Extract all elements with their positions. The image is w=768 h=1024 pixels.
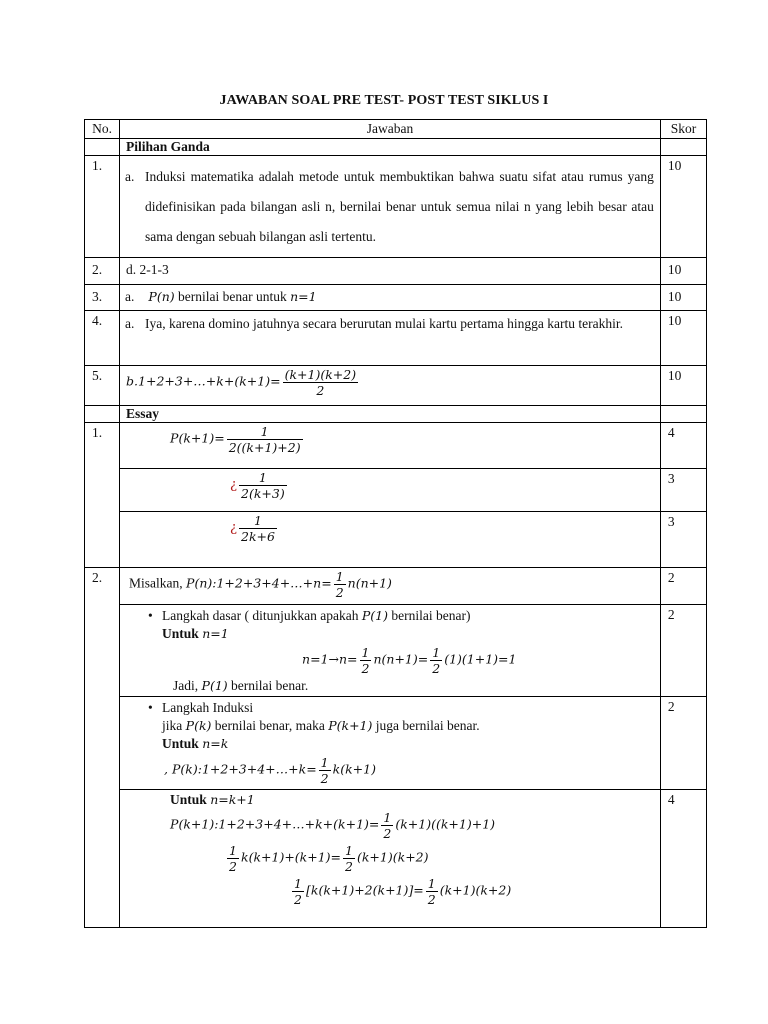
math-condition: n=1 <box>290 289 317 304</box>
answer-cell <box>120 311 661 366</box>
score-cell: 10 <box>660 156 706 258</box>
fraction: $\frac{1}{2}$ <box>229 843 237 874</box>
score-cell: 2 <box>660 568 706 605</box>
fraction: $\frac{1}{2}$ <box>361 645 370 676</box>
row-number: 2. <box>85 568 120 928</box>
math-expr: (k+1)(k+2) <box>439 882 512 898</box>
answer-text: Langkah dasar ( ditunjukkan apakah <box>162 608 359 623</box>
answer-table <box>84 119 707 928</box>
math-pk: P(k) <box>185 718 212 733</box>
fraction: $\frac{1}{2k+6}$ <box>241 513 275 544</box>
table-row <box>85 568 707 605</box>
math-condition: n=1 <box>202 626 229 641</box>
row-number: 5. <box>85 366 120 406</box>
answer-text: Jadi, <box>173 678 199 693</box>
math-p1: P(1) <box>361 608 388 623</box>
answer-cell <box>120 568 661 605</box>
option-label: a. <box>125 316 135 331</box>
math-expr: n(n+1)= <box>373 651 429 667</box>
math-rhs: n(n+1) <box>347 575 392 591</box>
answer-cell <box>120 285 661 311</box>
math-expr: , P(k):1+2+3+4+…+k= <box>164 761 317 777</box>
table-row <box>85 697 707 790</box>
table-row <box>85 285 707 311</box>
table-row <box>85 605 707 697</box>
section-label-essay: Essay <box>120 406 661 423</box>
answer-cell <box>120 512 661 568</box>
table-row <box>85 423 707 469</box>
section-row-essay <box>85 406 707 423</box>
fraction: $\frac{1}{2}$ <box>335 569 344 600</box>
answer-cell <box>120 156 661 258</box>
untuk-label: Untuk <box>170 792 207 807</box>
row-number: 3. <box>85 285 120 311</box>
document-title: JAWABAN SOAL PRE TEST- POST TEST SIKLUS I <box>219 93 549 108</box>
table-row <box>85 366 707 406</box>
table-row <box>85 156 707 258</box>
header-jawaban: Jawaban <box>120 120 661 139</box>
score-cell: 10 <box>660 285 706 311</box>
answer-text: bernilai benar) <box>391 608 471 623</box>
row-number: 1. <box>85 423 120 568</box>
fraction: $\frac{(k+1)(k+2)}{2}$ <box>284 367 357 398</box>
answer-text: juga bernilai benar. <box>375 718 480 733</box>
math-p1: P(1) <box>201 678 228 693</box>
answer-text: bernilai benar untuk <box>178 289 287 304</box>
fraction: $\frac{1}{2}$ <box>427 876 436 907</box>
fraction: $\frac{1}{2}$ <box>345 843 353 874</box>
table-row <box>85 311 707 366</box>
symbol: ¿ <box>230 520 238 536</box>
fraction: $\frac{1}{2}$ <box>320 755 329 786</box>
score-cell: 2 <box>660 697 706 790</box>
score-cell: 3 <box>660 469 706 512</box>
fraction: $\frac{1}{2}$ <box>383 810 392 841</box>
table-row <box>85 258 707 285</box>
option-label: a. <box>125 289 135 304</box>
table-header-row <box>85 120 707 139</box>
header-skor: Skor <box>660 120 706 139</box>
math-expr: P(k+1):1+2+3+4+…+k+(k+1)= <box>170 816 380 832</box>
score-cell: 10 <box>660 366 706 406</box>
math-expr: n=1→n= <box>302 651 358 667</box>
table-row <box>85 512 707 568</box>
math-lhs: P(k+1)= <box>170 430 225 446</box>
row-number: 2. <box>85 258 120 285</box>
answer-text: Langkah Induksi <box>162 700 254 715</box>
bullet-icon: • <box>148 608 153 623</box>
score-cell: 10 <box>660 258 706 285</box>
math-lhs: P(n):1+2+3+4+…+n= <box>186 575 332 591</box>
answer-cell <box>120 697 661 790</box>
score-cell: 3 <box>660 512 706 568</box>
answer-text: Induksi matematika adalah metode untuk membuktikan bahwa suatu sifat atau rumus yang didefinisikan pada bilangan asli n, bernilai benar untuk semua nilai n yang lebih besar atau sama dengan sebuah bilangan asli tertentu. <box>145 169 654 244</box>
score-cell: 4 <box>660 790 706 928</box>
math-expr: [k(k+1)+2(k+1)]= <box>306 882 424 898</box>
row-number: 4. <box>85 311 120 366</box>
math-expr: (1)(1+1)=1 <box>444 651 517 667</box>
fraction: $\frac{1}{2}$ <box>294 876 302 907</box>
header-no: No. <box>85 120 120 139</box>
bullet-icon: • <box>148 700 153 715</box>
section-row-pilihan-ganda <box>85 139 707 156</box>
score-cell: 4 <box>660 423 706 469</box>
answer-text: d. 2-1-3 <box>120 258 661 285</box>
table-row <box>85 790 707 928</box>
math-condition: n=k <box>202 736 229 751</box>
answer-cell <box>120 366 661 406</box>
option-label: a. <box>125 169 135 184</box>
untuk-label: Untuk <box>162 626 199 641</box>
row-number: 1. <box>85 156 120 258</box>
answer-cell <box>120 469 661 512</box>
math-lhs: b.1+2+3+…+k+(k+1)= <box>126 373 281 389</box>
math-expr: (k+1)((k+1)+1) <box>395 816 496 832</box>
symbol: ¿ <box>230 477 238 493</box>
table-row <box>85 469 707 512</box>
math-pn: P(n) <box>148 289 175 304</box>
answer-text: bernilai benar, maka <box>214 718 325 733</box>
fraction: $\frac{1}{2((k+1)+2)}$ <box>228 424 301 455</box>
fraction: $\frac{1}{2(k+3)}$ <box>241 470 285 501</box>
section-label-pilihan-ganda: Pilihan Ganda <box>120 139 661 156</box>
fraction: $\frac{1}{2}$ <box>432 645 441 676</box>
answer-cell <box>120 790 661 928</box>
math-pk1: P(k+1) <box>328 718 373 733</box>
answer-cell <box>120 605 661 697</box>
math-expr: k(k+1) <box>332 761 376 777</box>
math-expr: (k+1)(k+2) <box>356 849 429 865</box>
answer-cell <box>120 423 661 469</box>
answer-text: jika <box>162 718 183 733</box>
score-cell: 2 <box>660 605 706 697</box>
answer-text: Iya, karena domino jatuhnya secara berurutan mulai kartu pertama hingga kartu terakhir. <box>145 316 623 331</box>
untuk-label: Untuk <box>162 736 199 751</box>
score-cell: 10 <box>660 311 706 366</box>
math-condition: n=k+1 <box>210 792 255 807</box>
answer-text: Misalkan, <box>129 575 183 591</box>
math-expr: k(k+1)+(k+1)= <box>241 849 342 865</box>
answer-text: bernilai benar. <box>231 678 309 693</box>
